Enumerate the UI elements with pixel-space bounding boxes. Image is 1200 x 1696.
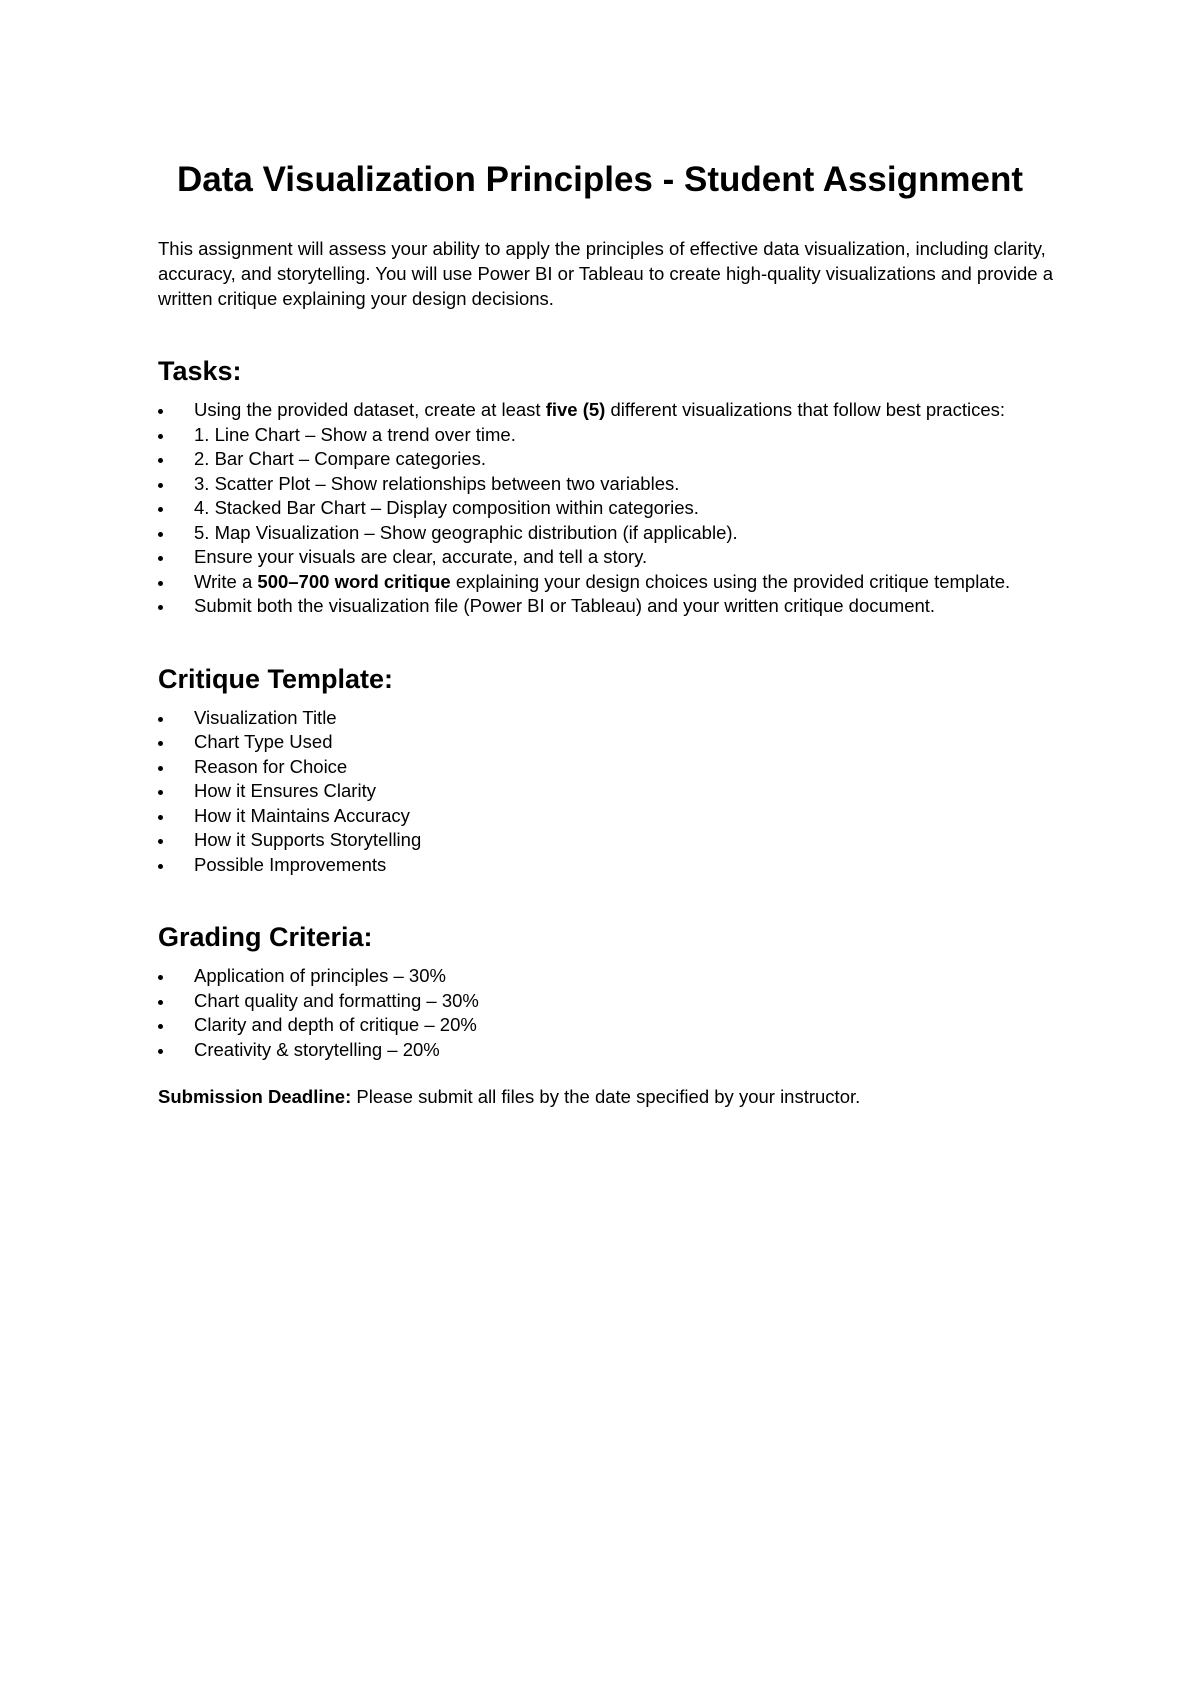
deadline-text: Please submit all files by the date specified by your instructor.	[351, 1086, 861, 1107]
page-title: Data Visualization Principles - Student Assignment	[177, 160, 1023, 199]
bullet-icon	[158, 1024, 163, 1029]
bullet-icon	[158, 975, 163, 980]
task-text: 2. Bar Chart – Compare categories.	[194, 448, 487, 469]
submission-deadline	[158, 1084, 1058, 1109]
bullet-icon	[158, 581, 163, 586]
grading-item-text: Chart quality and formatting – 30%	[194, 989, 479, 1011]
bullet-icon	[158, 790, 163, 795]
task-text: 4. Stacked Bar Chart – Display composition within categories.	[194, 497, 699, 518]
list-item	[158, 423, 1058, 448]
deadline-label: Submission Deadline:	[158, 1086, 352, 1107]
list-item	[158, 989, 1058, 1014]
intro-paragraph: This assignment will assess your ability to apply the principles of effective data visualization, including clarity, accuracy, and storytelling. You will use Power BI or Tableau to create high-quality visualizations and provide a written critique explaining your design decisions.	[158, 238, 1054, 309]
task-text-bold: five (5)	[545, 399, 606, 420]
tasks-list	[158, 398, 1058, 619]
bullet-icon	[158, 839, 163, 844]
list-item	[158, 804, 1058, 829]
task-text: Submit both the visualization file (Power BI or Tableau) and your written critique document.	[194, 595, 936, 616]
list-item	[158, 755, 1058, 780]
bullet-icon	[158, 741, 163, 746]
bullet-icon	[158, 864, 163, 869]
bullet-icon	[158, 815, 163, 820]
list-item	[158, 853, 1058, 878]
critique-item-text: Reason for Choice	[194, 755, 348, 777]
task-text-bold: 500–700 word critique	[257, 570, 451, 592]
bullet-icon	[158, 532, 163, 537]
list-item	[158, 521, 1058, 546]
bullet-icon	[158, 458, 163, 463]
list-item	[158, 779, 1058, 804]
tasks-heading: Tasks:	[158, 356, 242, 386]
list-item	[158, 1013, 1058, 1038]
grading-item-text: Clarity and depth of critique – 20%	[194, 1014, 477, 1035]
critique-item-text: Visualization Title	[194, 706, 337, 728]
bullet-icon	[158, 434, 163, 439]
task-text: 1. Line Chart – Show a trend over time.	[194, 423, 516, 445]
grading-item-text: Application of principles – 30%	[194, 965, 446, 986]
critique-item-text: Possible Improvements	[194, 853, 387, 875]
list-item	[158, 447, 1058, 472]
bullet-icon	[158, 1000, 163, 1005]
bullet-icon	[158, 605, 163, 610]
bullet-icon	[158, 556, 163, 561]
list-item	[158, 545, 1058, 570]
list-item	[158, 594, 1058, 619]
critique-item-text: How it Maintains Accuracy	[194, 804, 410, 826]
bullet-icon	[158, 507, 163, 512]
critique-item-text: Chart Type Used	[194, 731, 333, 752]
critique-template-heading: Critique Template:	[158, 663, 394, 694]
task-text-before: Using the provided dataset, create at least	[194, 399, 546, 420]
grading-item-text: Creativity & storytelling – 20%	[194, 1038, 440, 1060]
task-text: 5. Map Visualization – Show geographic distribution (if applicable).	[194, 521, 738, 543]
grading-criteria-heading: Grading Criteria:	[158, 922, 373, 952]
bullet-icon	[158, 717, 163, 722]
critique-item-text: How it Ensures Clarity	[194, 780, 376, 801]
list-item	[158, 706, 1058, 731]
task-text-after: explaining your design choices using the provided critique template.	[450, 570, 1011, 592]
task-text-after: different visualizations that follow best practices:	[605, 399, 1006, 420]
list-item	[158, 570, 1058, 595]
list-item	[158, 496, 1058, 521]
bullet-icon	[158, 1049, 163, 1054]
list-item	[158, 398, 1058, 423]
list-item	[158, 828, 1058, 853]
list-item	[158, 472, 1058, 497]
critique-template-list	[158, 706, 1058, 878]
critique-item-text: How it Supports Storytelling	[194, 829, 422, 850]
task-text-before: Write a	[194, 570, 258, 592]
list-item	[158, 730, 1058, 755]
task-text: Ensure your visuals are clear, accurate, and tell a story.	[194, 546, 648, 567]
list-item	[158, 1038, 1058, 1063]
document-body	[158, 236, 1058, 1109]
task-text: 3. Scatter Plot – Show relationships between two variables.	[194, 472, 680, 494]
bullet-icon	[158, 409, 163, 414]
list-item	[158, 964, 1058, 989]
bullet-icon	[158, 766, 163, 771]
bullet-icon	[158, 483, 163, 488]
grading-criteria-list	[158, 964, 1058, 1062]
